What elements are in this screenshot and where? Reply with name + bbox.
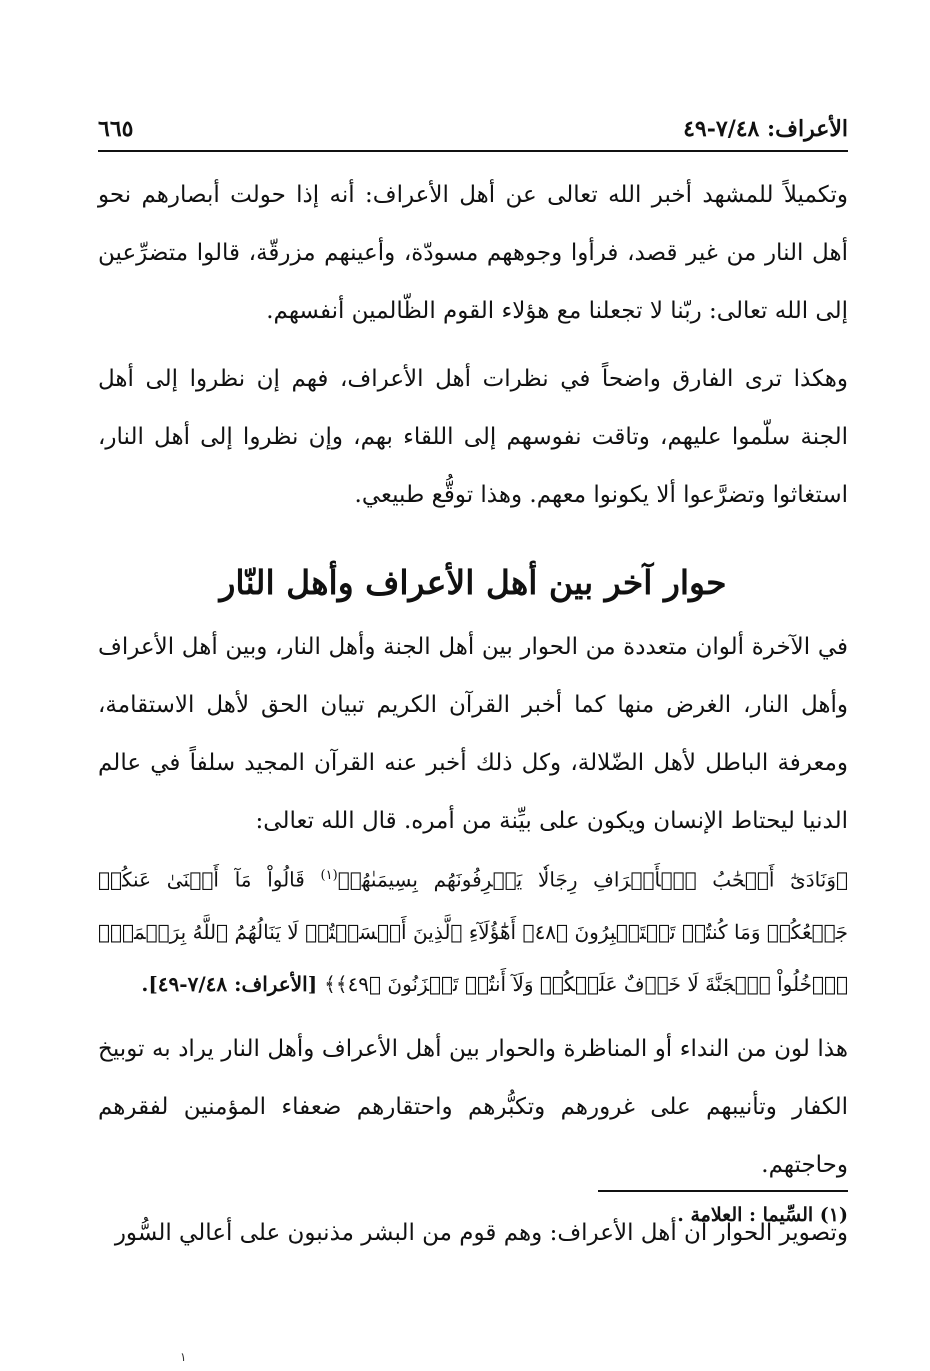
- footnote-marker: (١): [320, 868, 338, 883]
- page-number: ٦٦٥: [98, 116, 134, 142]
- verse-reference: [الأعراف: ٧/٤٨-٤٩].: [141, 971, 325, 996]
- folio-mark: ١: [180, 1350, 187, 1364]
- footnote: (١) السِّيما : العلامة .: [677, 1204, 848, 1226]
- paragraph-4: هذا لون من النداء أو المناظرة والحوار بين أهل الأعراف وأهل النار يراد به توبيخ الكفار وتأنيبهم على غرورهم وتكبُّرهم واحتقارهم ضعفاء المؤمنين لفقرهم وحاجتهم.: [98, 1035, 848, 1178]
- paragraph-2: وهكذا ترى الفارق واضحاً في نظرات أهل الأعراف، فهم إن نظروا إلى أهل الجنة سلّموا عليهم، وتاقت نفوسهم إلى اللقاء بهم، وإن نظروا إلى أهل النار، استغاثوا وتضرَّعوا ألا يكونوا معهم. وهذا توقُّع طبيعي.: [98, 366, 848, 508]
- paragraph-5: وتصوير الحوار أن أهل الأعراف: وهم قوم من البشر مذنبون على أعالي السُّور: [114, 1219, 848, 1246]
- quran-verse-part-2: قَالُواْ مَآ أَغۡنَىٰ عَنكُمۡ جَمۡعُكُمۡ وَمَا كُنتُمۡ تَسۡتَكۡبِرُونَ ﴿٤٨﴾ أَهَٰٓؤُلَآءِ ٱلَّذِينَ أَقۡسَمۡتُمۡ لَا يَنَالُهُمُ ٱللَّهُ بِرَحۡمَةٍۚ ٱدۡخُلُواْ ٱلۡجَنَّةَ لَا خَوۡفٌ عَلَيۡكُمۡ وَلَآ أَنتُمۡ تَحۡزَنُونَ ﴿٤٩﴾﴾: [98, 867, 848, 996]
- quran-verse-part-1: ﴿وَنَادَىٰٓ أَصۡحَٰبُ ٱلۡأَعۡرَافِ رِجَالٗا يَعۡرِفُونَهُم بِسِيمَىٰهُمۡ: [337, 867, 848, 892]
- paragraph-3: في الآخرة ألوان متعددة من الحوار بين أهل الجنة وأهل النار، وبين أهل الأعراف وأهل النار، الغرض منها كما أخبر القرآن الكريم تبيان الحق لأهل الاستقامة، ومعرفة الباطل لأهل الضّلالة، وكل ذلك أخبر عنه القرآن المجيد سلفاً في عالم الدنيا ليحتاط الإنسان ويكون على بيِّنة من أمره. قال الله تعالى:: [98, 634, 848, 834]
- quran-verse: [98, 850, 848, 1010]
- footnote-divider: [598, 1190, 848, 1192]
- paragraph-1: وتكميلاً للمشهد أخبر الله تعالى عن أهل الأعراف: أنه إذا حولت أبصارهم نحو أهل النار من غير قصد، فرأوا وجوههم مسودّة، وأعينهم مزرقّة، قالوا متضرِّعين إلى الله تعالى: ربّنا لا تجعلنا مع هؤلاء القوم الظّالمين أنفسهم.: [98, 182, 848, 324]
- page-header: [98, 112, 848, 152]
- running-title: الأعراف: ٧/٤٨-٤٩: [683, 116, 848, 142]
- book-page: [98, 112, 848, 1246]
- section-heading: حوار آخر بين أهل الأعراف وأهل النّار: [219, 563, 727, 602]
